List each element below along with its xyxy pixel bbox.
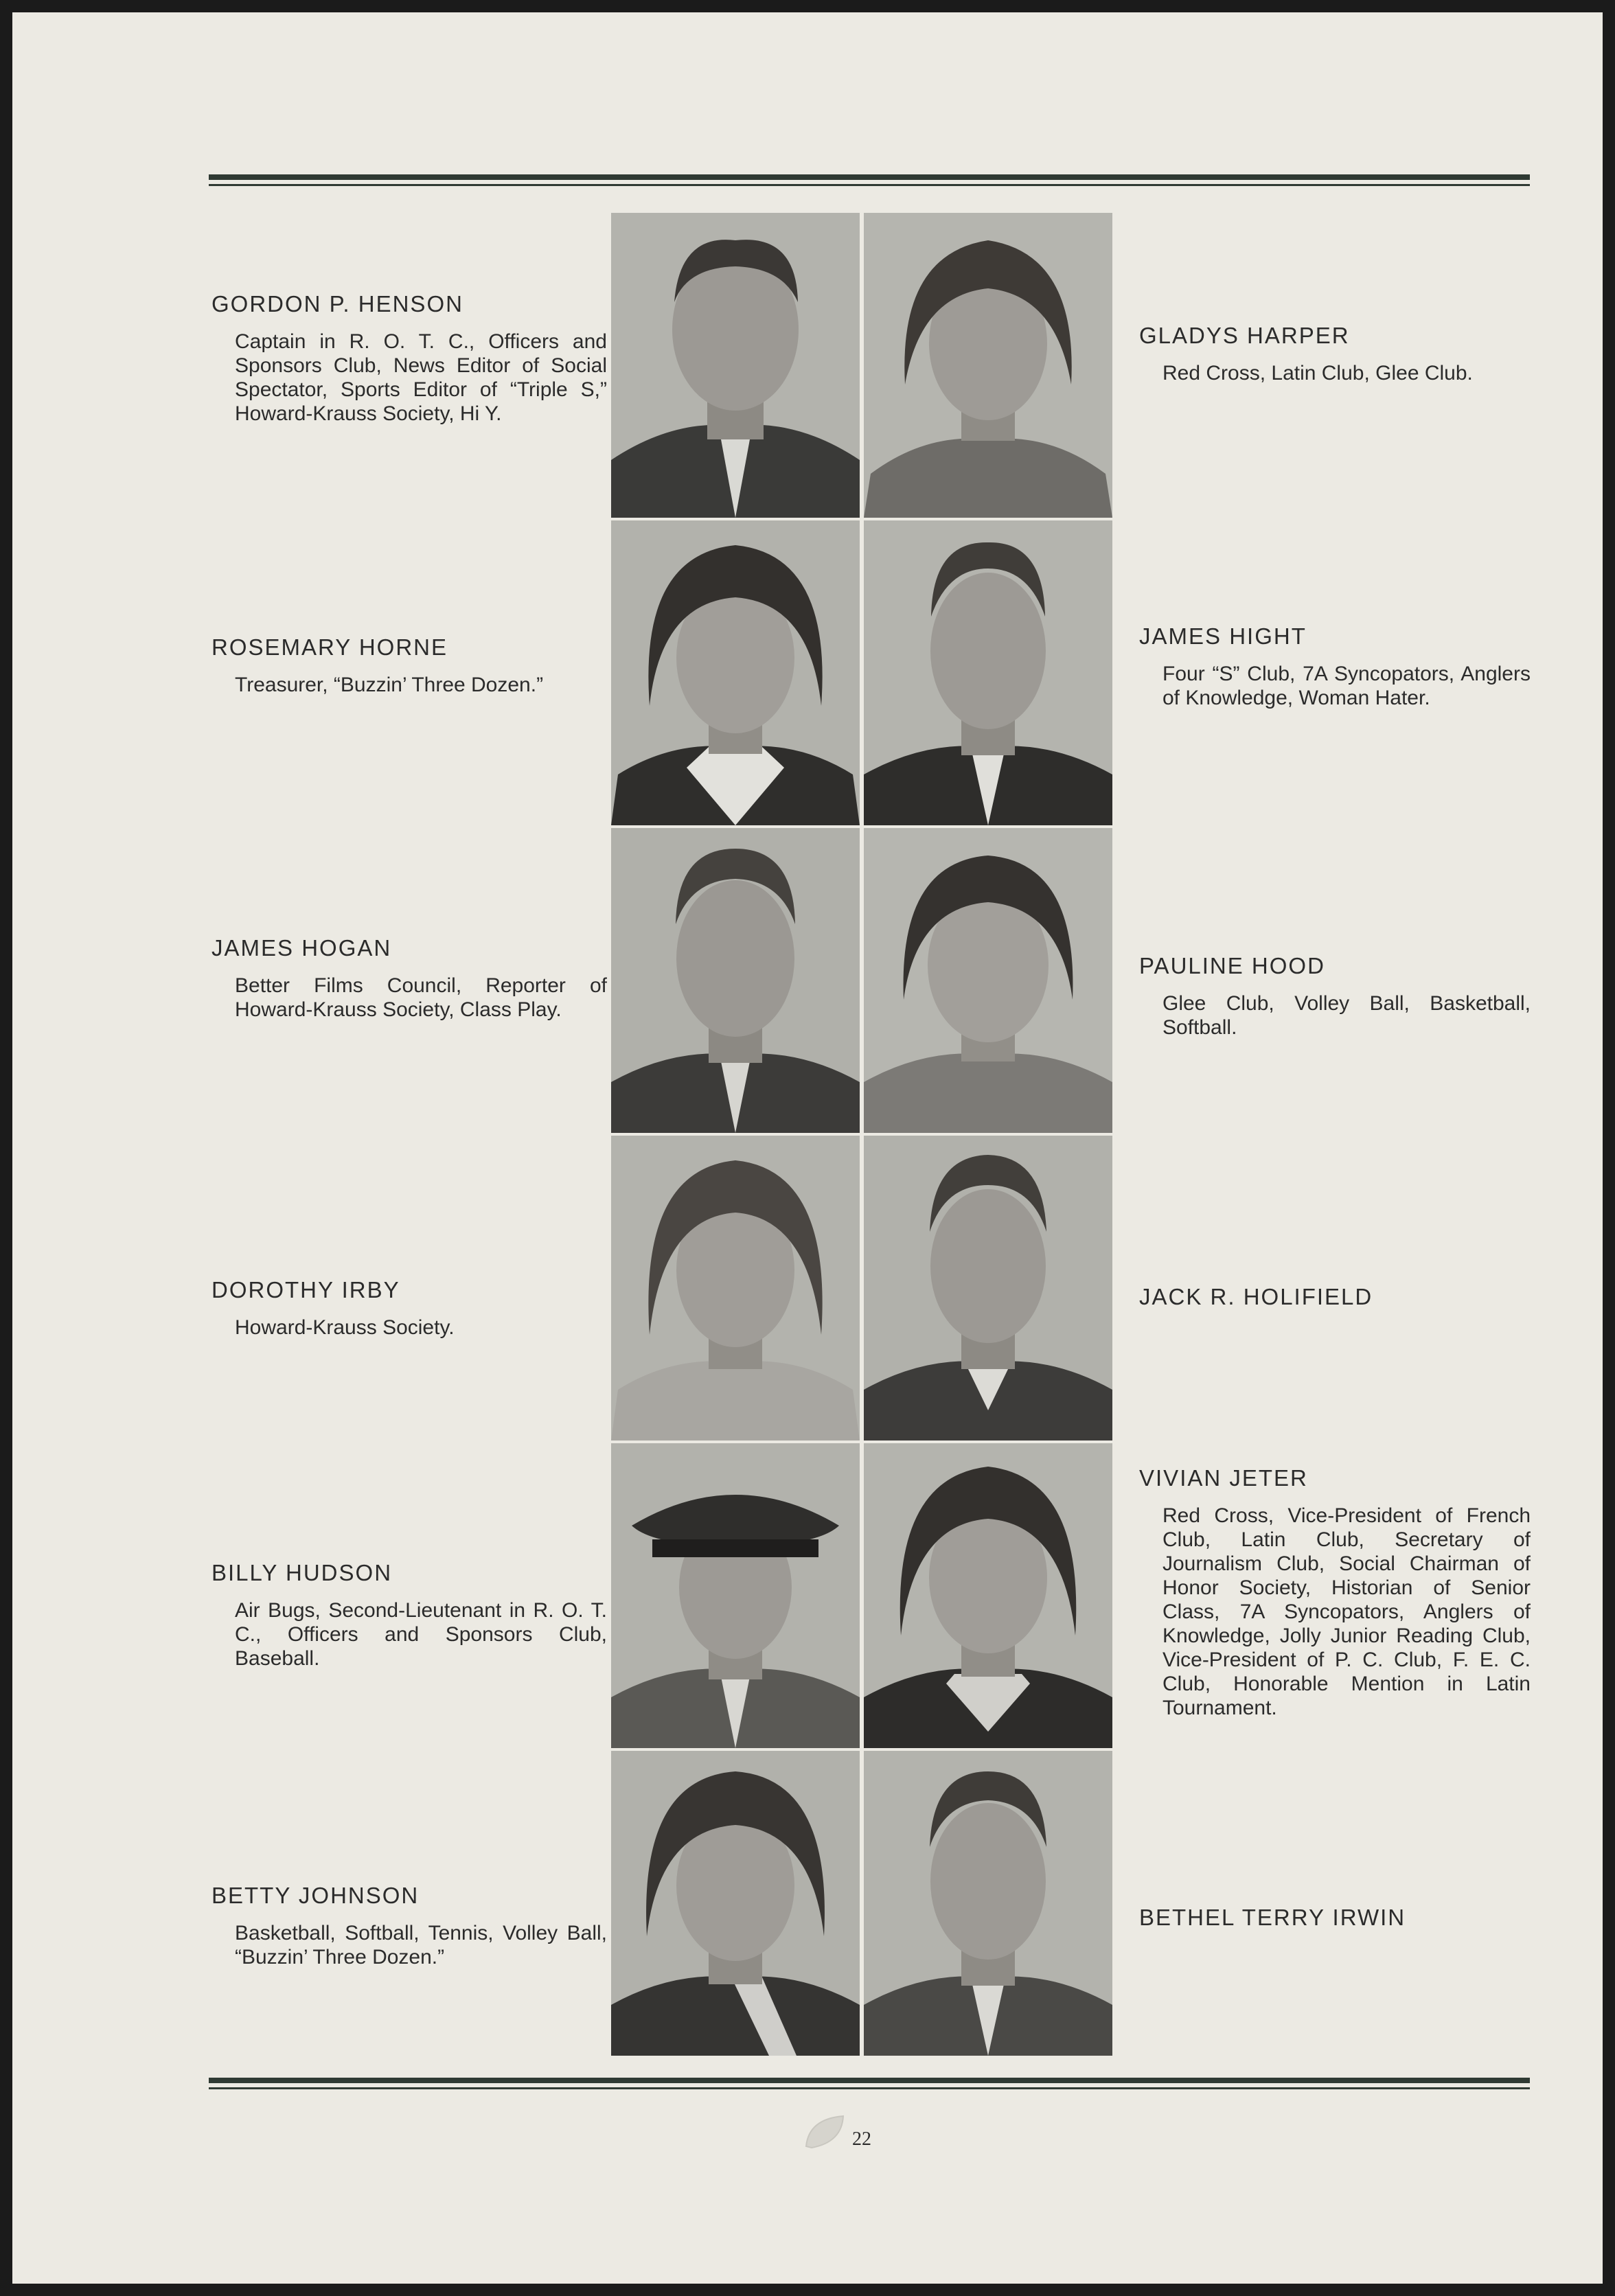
student-entry-horne	[211, 634, 607, 697]
student-entry-jeter	[1139, 1465, 1531, 1720]
student-activities: Treasurer, “Buzzin’ Three Dozen.”	[235, 674, 544, 696]
student-entry-irby	[211, 1277, 607, 1340]
student-activities: Red Cross, Latin Club, Glee Club.	[1162, 362, 1473, 384]
bottom-rule	[209, 2078, 1530, 2089]
student-activities: Red Cross, Vice-President of French Club, Latin Club, Secretary of Journalism Club, Social Chairman of Honor Society, Historian of Senior Class, 7A Syncopators, Anglers of Knowledge, Jolly Junior Reading Club, Vice-President of P. C. Club, F. E. C. Club, Honorable Mention in Latin Tournament.	[1162, 1504, 1531, 1719]
student-entry-holifield	[1139, 1284, 1531, 1310]
portrait-photo-irby	[611, 1136, 860, 1440]
student-entry-johnson	[211, 1883, 607, 1969]
student-name: DOROTHY IRBY	[211, 1277, 400, 1302]
portrait-photo-jeter	[864, 1443, 1112, 1748]
student-entry-irwin	[1139, 1905, 1531, 1931]
portrait-photo-horne	[611, 520, 860, 825]
student-name: BETTY JOHNSON	[211, 1883, 420, 1908]
student-entry-hight	[1139, 623, 1531, 710]
portrait-photo-holifield	[864, 1136, 1112, 1440]
student-activities: Air Bugs, Second-Lieutenant in R. O. T. C., Officers and Sponsors Club, Baseball.	[235, 1599, 607, 1670]
student-activities: Better Films Council, Reporter of Howard-Krauss Society, Class Play.	[235, 974, 607, 1021]
student-activities: Howard-Krauss Society.	[235, 1316, 455, 1339]
student-activities: Glee Club, Volley Ball, Basketball, Softball.	[1162, 992, 1531, 1039]
student-entry-hood	[1139, 953, 1531, 1040]
student-name: JAMES HOGAN	[211, 935, 392, 961]
leaf-ornament-icon	[802, 2112, 850, 2153]
portrait-photo-harper	[864, 213, 1112, 518]
portrait-photo-hight	[864, 520, 1112, 825]
student-name: JAMES HIGHT	[1139, 623, 1307, 649]
student-name: BETHEL TERRY IRWIN	[1139, 1905, 1406, 1930]
portrait-photo-henson	[611, 213, 860, 518]
portrait-photo-hudson	[611, 1443, 860, 1748]
portrait-photo-hogan	[611, 828, 860, 1133]
student-activities: Four “S” Club, 7A Syncopators, Anglers of Knowledge, Woman Hater.	[1162, 663, 1531, 709]
student-activities: Basketball, Softball, Tennis, Volley Ball, “Buzzin’ Three Dozen.”	[235, 1922, 607, 1968]
top-rule	[209, 174, 1530, 186]
yearbook-page	[12, 12, 1603, 2284]
student-entry-henson	[211, 291, 607, 426]
page-number: 22	[852, 2128, 871, 2150]
student-activities: Captain in R. O. T. C., Officers and Sponsors Club, News Editor of Social Spectator, Sports Editor of “Triple S,” Howard-Krauss Society, Hi Y.	[235, 330, 607, 425]
portrait-photo-irwin	[864, 1751, 1112, 2056]
student-name: VIVIAN JETER	[1139, 1465, 1308, 1491]
portrait-photo-johnson	[611, 1751, 860, 2056]
student-entry-hogan	[211, 935, 607, 1022]
student-name: ROSEMARY HORNE	[211, 634, 448, 660]
student-name: GLADYS HARPER	[1139, 323, 1350, 348]
portrait-photo-hood	[864, 828, 1112, 1133]
student-name: PAULINE HOOD	[1139, 953, 1325, 978]
student-entry-harper	[1139, 323, 1531, 385]
student-name: GORDON P. HENSON	[211, 291, 463, 317]
student-entry-hudson	[211, 1560, 607, 1671]
student-name: JACK R. HOLIFIELD	[1139, 1284, 1373, 1309]
student-name: BILLY HUDSON	[211, 1560, 393, 1585]
